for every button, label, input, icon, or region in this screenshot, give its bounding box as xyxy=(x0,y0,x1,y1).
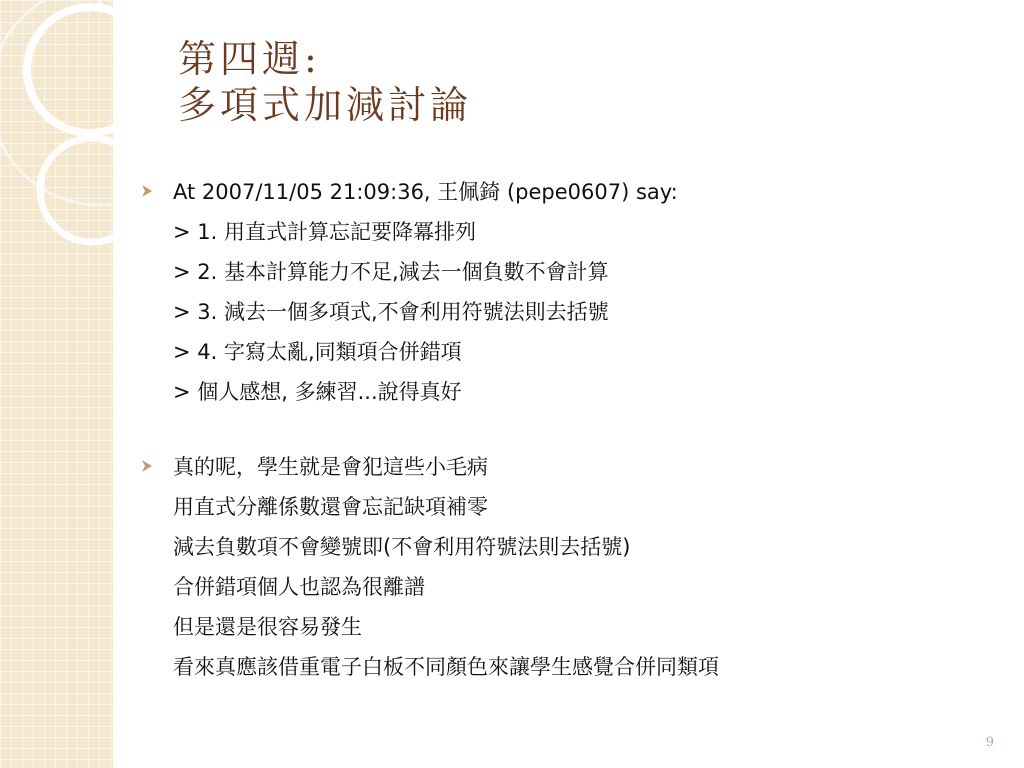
bullet-text-line: 但是還是很容易發生 xyxy=(173,615,362,639)
bullet-item-reflection xyxy=(140,447,980,687)
bullet-text-line: 看來真應該借重電子白板不同顏色來讓學生感覺合併同類項 xyxy=(173,655,719,679)
decorative-circle-top xyxy=(27,7,113,133)
title-line-1: 第四週: xyxy=(178,37,321,81)
bullet-text-line: 真的呢，學生就是會犯這些小毛病 xyxy=(173,455,488,479)
bullet-text-line: 用直式分離係數還會忘記缺項補零 xyxy=(173,495,488,519)
bullet-item-discussion-post xyxy=(140,172,980,412)
bullet-text-line: > 2. 基本計算能力不足,減去一個負數不會計算 xyxy=(173,260,609,284)
page-number: 9 xyxy=(985,735,994,750)
bullet-text-line: > 3. 減去一個多項式,不會利用符號法則去括號 xyxy=(173,300,609,324)
bullet-text-line: > 4. 字寫太亂,同類項合併錯項 xyxy=(173,340,462,364)
bullet-text-line: > 個人感想, 多練習...說得真好 xyxy=(173,380,462,404)
bullet-list xyxy=(140,172,980,687)
title-line-2: 多項式加減討論 xyxy=(178,83,473,127)
bullet-text-line: At 2007/11/05 21:09:36, 王佩錡 (pepe0607) say: xyxy=(173,180,678,204)
slide-title xyxy=(178,36,472,128)
decorative-circle-large xyxy=(0,0,113,205)
bullet-text-line: 減去負數項不會變號即(不會利用符號法則去括號) xyxy=(173,535,631,559)
bullet-text-line: 合併錯項個人也認為很離譜 xyxy=(173,575,425,599)
decorative-circles xyxy=(0,0,113,768)
arrow-bullet-icon xyxy=(140,184,154,198)
decorative-circle-middle xyxy=(40,138,113,242)
arrow-bullet-icon xyxy=(140,459,154,473)
bullet-text-line: > 1. 用直式計算忘記要降冪排列 xyxy=(173,220,476,244)
decorative-side-panel xyxy=(0,0,113,768)
